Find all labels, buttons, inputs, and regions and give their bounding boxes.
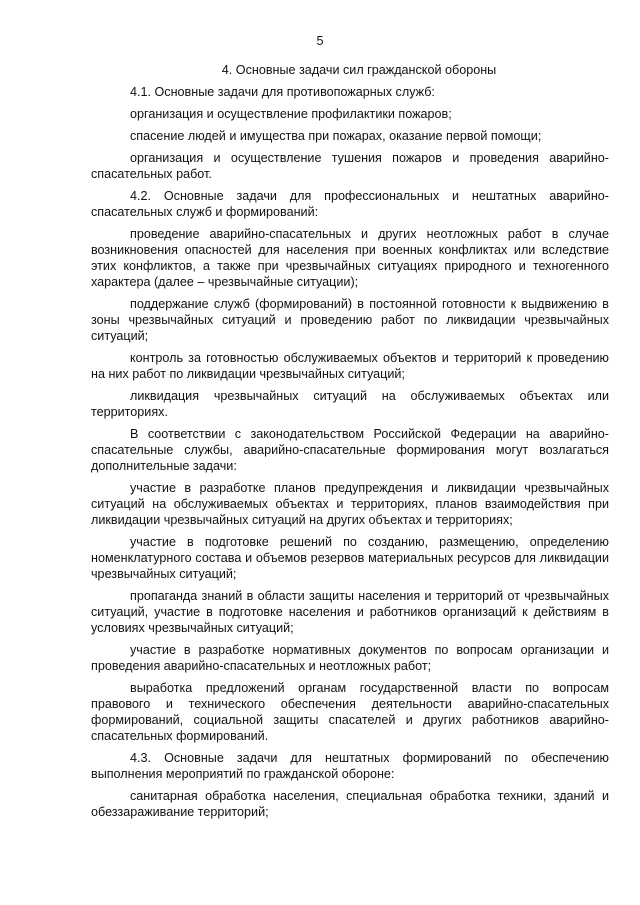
paragraph-4-2-intro: 4.2. Основные задачи для профессиональных и нештатных аварийно-спасательных служб и формирований: (91, 189, 609, 219)
paragraph: выработка предложений органам государственной власти по вопросам правового и технического обеспечения деятельности аварийно-спасательных формирований, социальной защиты спасателей и других работников аварийно-спасательных формирований. (91, 681, 609, 743)
paragraph: участие в разработке нормативных документов по вопросам организации и проведения аварийно-спасательных и неотложных работ; (91, 643, 609, 673)
paragraph: санитарная обработка населения, специальная обработка техники, зданий и обеззараживание территорий; (91, 789, 609, 819)
paragraph: пропаганда знаний в области защиты населения и территорий от чрезвычайных ситуаций, участие в подготовке населения и работников организаций к действиям в условиях чрезвычайных ситуаций; (91, 589, 609, 635)
paragraph: участие в разработке планов предупреждения и ликвидации чрезвычайных ситуаций на обслуживаемых объектах и территориях, планов взаимодействия при ликвидации чрезвычайных ситуаций на других объектах и территориях; (91, 481, 609, 527)
paragraph: контроль за готовностью обслуживаемых объектов и территорий к проведению на них работ по ликвидации чрезвычайных ситуаций; (91, 351, 609, 381)
paragraph-4-1-intro: 4.1. Основные задачи для противопожарных служб: (130, 85, 435, 99)
paragraph-additional-tasks-intro: В соответствии с законодательством Российской Федерации на аварийно-спасательные службы, аварийно-спасательные формирования могут возлагаться дополнительные задачи: (91, 427, 609, 473)
paragraph: проведение аварийно-спасательных и других неотложных работ в случае возникновения опасностей для населения при военных конфликтах или вследствие этих конфликтов, а также при чрезвычайных ситуациях природного и техногенного характера (далее – чрезвычайные ситуации); (91, 227, 609, 289)
document-body (91, 62, 609, 826)
page-number: 5 (316, 34, 324, 48)
paragraph: поддержание служб (формирований) в постоянной готовности к выдвижению в зоны чрезвычайных ситуаций и проведению работ по ликвидации чрезвычайных ситуаций; (91, 297, 609, 343)
paragraph: организация и осуществление профилактики пожаров; (130, 107, 452, 121)
paragraph-4-3-intro: 4.3. Основные задачи для нештатных формирований по обеспечению выполнения мероприятий по гражданской обороне: (91, 751, 609, 781)
paragraph: ликвидация чрезвычайных ситуаций на обслуживаемых объектах или территориях. (91, 389, 609, 419)
paragraph: организация и осуществление тушения пожаров и проведения аварийно-спасательных работ. (91, 151, 609, 181)
section-heading: 4. Основные задачи сил гражданской обороны (221, 63, 497, 77)
paragraph: спасение людей и имущества при пожарах, оказание первой помощи; (130, 129, 542, 143)
paragraph: участие в подготовке решений по созданию, размещению, определению номенклатурного состава и объемов резервов материальных ресурсов для ликвидации чрезвычайных ситуаций; (91, 535, 609, 581)
